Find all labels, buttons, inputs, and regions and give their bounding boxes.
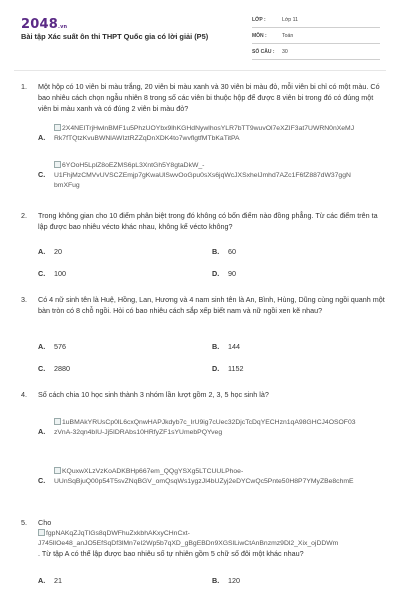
broken-image-icon: [54, 124, 61, 131]
image-alt-text: fgpNAKqZJqTlGs8qDWFhuZxkbhAKxyCHnCxt-: [46, 529, 190, 537]
option-d[interactable]: [212, 364, 243, 374]
broken-image-icon: [38, 529, 45, 536]
image-alt-text: 2X4NEITrjHwlnBMF1u5PhzUOYbx9lhKGHdNywlhosYLR7bTT9wuvOl7eXZIF3at7UWRN0nXeMJ: [62, 125, 355, 132]
option-label: A.: [38, 247, 46, 256]
question-2: [21, 211, 387, 233]
header-divider: [14, 70, 386, 71]
option-a[interactable]: [38, 124, 398, 144]
question-4: [21, 390, 387, 401]
question-5: [21, 518, 387, 560]
image-alt-text: 1uBMAkYRUsCp0lL6cxQnwHAPJkdyb7c_IrU9ig7cUec32DjcTcDqYECHzn1qA98GHCJ4OSOF03: [62, 419, 356, 426]
question-text: [38, 518, 387, 560]
question-number: 4.: [21, 390, 27, 399]
option-label: D.: [212, 364, 220, 373]
document-title: Bài tập Xác suất ôn thi THPT Quốc gia có lời giải (P5): [21, 32, 209, 41]
meta-row-count: [252, 46, 380, 60]
option-c[interactable]: [38, 161, 398, 192]
question-text: Một hộp có 10 viên bi màu trắng, 20 viên bi màu xanh và 30 viên bi màu đỏ, mỗi viên bi chỉ có một màu. Có bao nhiêu cách chọn ngẫu nhiên 8 trong số các viên bi thuộc hộp để được 8 viên bi trong đó có đúng một viên bi màu xanh và có đúng 2 viên bi màu đỏ?: [38, 82, 380, 113]
option-b[interactable]: [212, 247, 236, 257]
meta-value: Lớp 11: [282, 16, 298, 23]
option-value: 576: [54, 342, 66, 351]
option-label: C.: [38, 476, 46, 485]
image-alt-text: bmXFug: [54, 182, 80, 190]
option-b[interactable]: [212, 342, 240, 352]
question-tail: . Từ tập A có thể lập được bao nhiêu số tự nhiên gồm 5 chữ số đôi một khác nhau?: [38, 549, 304, 559]
image-alt-text: UUnSqBjuQ00p54T5svZNqBGV_omQsqWs1ygzJI4bUZyj2eDYCwQc5Pnte50H8P7YMyZBe8chmE: [54, 478, 354, 486]
question-1: [21, 82, 387, 114]
question-number: 2.: [21, 211, 27, 220]
logo-suffix: .vn: [57, 24, 68, 30]
meta-key: LỚP :: [252, 16, 266, 23]
image-alt-text: 6YOoH5LplZ8oEZMS6pL3XntGh5Y8gtaDkW_-: [62, 162, 205, 169]
option-a[interactable]: [38, 576, 62, 586]
question-lead: Cho: [38, 518, 52, 527]
option-value: 21: [54, 576, 62, 585]
broken-image-icon: [54, 467, 61, 474]
option-value: 144: [228, 342, 240, 351]
option-value: 2880: [54, 364, 70, 373]
option-a[interactable]: [38, 247, 62, 257]
option-value: 120: [228, 576, 240, 585]
option-label: C.: [38, 170, 46, 179]
question-number: 5.: [21, 518, 27, 527]
meta-key: SỐ CÂU :: [252, 48, 275, 55]
option-label: A.: [38, 342, 46, 351]
image-alt-text: KQuxwXLzVzKoADKBHp667em_QQgYSXg5LTCUULPhoe-: [62, 468, 244, 475]
option-label: C.: [38, 269, 46, 278]
option-label: A.: [38, 133, 46, 142]
question-text: Có 4 nữ sinh tên là Huệ, Hồng, Lan, Hương và 4 nam sinh tên là An, Bình, Hùng, Dũng cùng ngồi quanh một bàn tròn có 8 chỗ ngồi. Hỏi có bao nhiêu cách sắp xếp biết nam và nữ ngồi xen kẽ nhau?: [38, 295, 385, 315]
meta-key: MÔN :: [252, 32, 267, 39]
option-label: C.: [38, 364, 46, 373]
image-alt-text: zVnA-32qn4bIU-Jj5IDRAbs10HRfyZF1sYUmebPQYveg: [54, 429, 223, 437]
meta-row-subject: [252, 30, 380, 44]
option-c[interactable]: [38, 269, 66, 279]
image-alt-text: U1FhjMzCMVvUVSCZEmjp7gKwaUlSwvOoGpu0sXs6jqWcJXSxhelJmhd7AZc1F6fZ887dW37ggN: [54, 172, 351, 180]
option-label: B.: [212, 247, 220, 256]
image-alt-text: Rk7fTQtzKvuBWNlAWIztRZZqDnXDK4to7wvflgtfMTbKaTitPA: [54, 135, 240, 143]
option-value: 90: [228, 269, 236, 278]
option-value: 100: [54, 269, 66, 278]
logo-text: 2048: [21, 17, 58, 32]
option-c[interactable]: [38, 467, 398, 487]
option-label: A.: [38, 576, 46, 585]
broken-image-icon: [54, 161, 61, 168]
option-a[interactable]: [38, 418, 398, 438]
question-number: 3.: [21, 295, 27, 304]
option-label: B.: [212, 342, 220, 351]
broken-image-icon: [54, 418, 61, 425]
meta-value: Toán: [282, 32, 294, 39]
option-value: 20: [54, 247, 62, 256]
option-label: A.: [38, 427, 46, 436]
option-b[interactable]: [212, 576, 240, 586]
meta-value: 30: [282, 48, 288, 55]
option-value: 1152: [228, 364, 244, 373]
question-text: Số cách chia 10 học sinh thành 3 nhóm lần lượt gồm 2, 3, 5 học sinh là?: [38, 390, 269, 399]
question-number: 1.: [21, 82, 27, 91]
meta-row-class: [252, 14, 380, 28]
option-a[interactable]: [38, 342, 66, 352]
image-alt-text: J745lIOe48_anJO5EfSqDf3lMn7eI2Wp5b7qXD_gBgEBDn9XGSlLiwCtAnBnzmz9Dl2_Xix_ojDDWm: [38, 539, 339, 547]
question-3: [21, 295, 387, 317]
question-text: Trong không gian cho 10 điểm phân biệt trong đó không có bốn điểm nào đồng phẳng. Từ các điểm trên ta lập được bao nhiêu vécto khác nhau, không kể vécto không?: [38, 211, 378, 231]
option-label: D.: [212, 269, 220, 278]
option-label: B.: [212, 576, 220, 585]
option-value: 60: [228, 247, 236, 256]
option-d[interactable]: [212, 269, 236, 279]
option-c[interactable]: [38, 364, 70, 374]
document-header: [0, 0, 400, 72]
meta-table: [252, 14, 380, 62]
